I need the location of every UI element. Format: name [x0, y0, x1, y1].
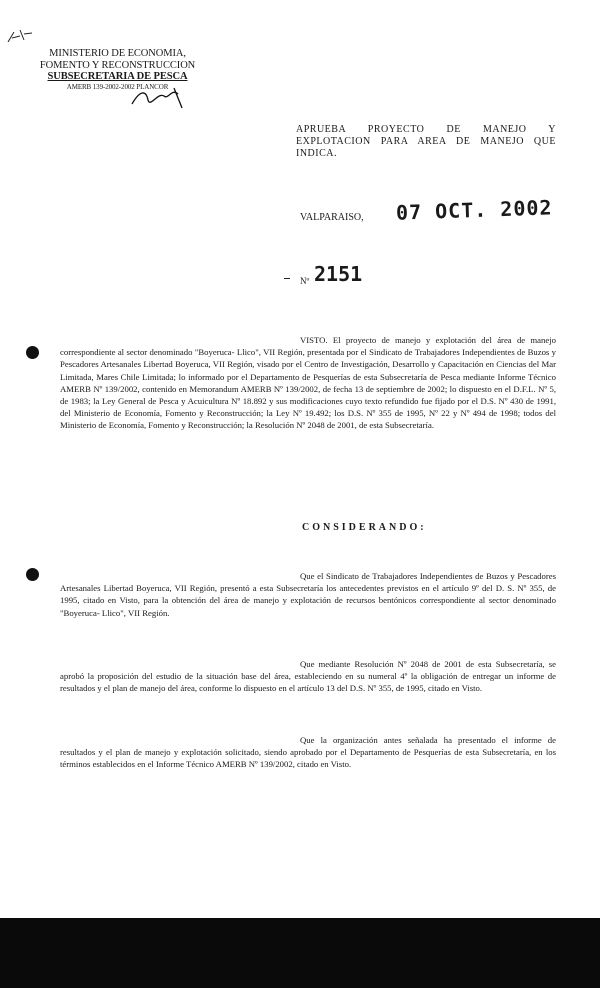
- scan-dark-edge: [0, 918, 600, 988]
- considerando-text-1: Que el Sindicato de Trabajadores Independientes de Buzos y Pescadores Artesanales Libertad Boyeruca, VII Región, presentó a esta Subsecretaría los antecedentes previstos en el artículo 9º del D. S. Nº 355, de 1995, citado en Visto, para la obtención del área de manejo y explotación de recursos bentónicos correspondiente al sector denominado "Boyeruca- Llico", VII Región.: [60, 571, 556, 618]
- header-reference-code: AMERB 139-2002-2002 PLANCOR: [66, 82, 169, 91]
- punch-hole: [26, 346, 39, 359]
- header-fomento-line: FOMENTO Y RECONSTRUCCION: [39, 59, 196, 71]
- handwritten-scribble-mark: [6, 28, 34, 46]
- resolution-number-label: Nº: [300, 276, 310, 286]
- considerando-text-3: Que la organización antes señalada ha presentado el informe de resultados y el plan de manejo y explotación solicitado, siendo aprobado por el Departamento de Pesquerías de esta Subsecretaría, en los términos establecidos en el Informe Técnico AMERB Nº 139/2002, citado en Visto.: [60, 735, 556, 770]
- header-subsecretaria-line: SUBSECRETARIA DE PESCA: [47, 71, 188, 82]
- handwritten-signature: [130, 86, 190, 112]
- resolution-subject: APRUEBA PROYECTO DE MANEJO Y EXPLOTACION PARA AREA DE MANEJO QUE INDICA.: [296, 124, 556, 159]
- considerando-paragraph-1: [60, 570, 556, 619]
- resolution-number-stamp: 2151: [314, 262, 363, 286]
- punch-hole: [26, 568, 39, 581]
- date-stamp: 07 OCT. 2002: [395, 195, 553, 225]
- visto-text: VISTO. El proyecto de manejo y explotación del área de manejo correspondiente al sector denominado "Boyeruca- Llico", VII Región, presentada por el Sindicato de Trabajadores Independientes de Buzos y Pescadores Artesanales Libertad Boyeruca, VII Región, visado por el Centro de Investigación, Desarrollo y Capacitación en Ciencias del Mar Limitada, Mares Chile Limitada; lo informado por el Departamento de Pesquerías de esta Subsecretaría de Pesca mediante Informe Técnico AMERB Nº 139/2002, contenido en Memorandum AMERB Nº 139/2002, de fecha 13 de septiembre de 2002; lo dispuesto en el D.F.L. Nº 5, de 1983; la Ley General de Pesca y Acuicultura Nº 18.892 y sus modificaciones cuyo texto refundido fue fijado por el D.S. Nº 430 de 1991, del Ministerio de Economía, Fomento y Reconstrucción; la Ley Nº 19.492; los D.S. Nº 355 de 1995, Nº 22 y Nº 494 de 1998; todos del Ministerio de Economía, Fomento y Reconstrucción; la Resolución Nº 2048 de 2001, de esta Subsecretaría.: [60, 335, 556, 431]
- place-label: VALPARAISO,: [300, 212, 364, 223]
- considerando-heading: CONSIDERANDO:: [302, 522, 427, 533]
- number-dash: [284, 278, 290, 279]
- considerando-text-2: Que mediante Resolución Nº 2048 de 2001 de esta Subsecretaría, se aprobó la proposición del estudio de la situación base del área, estableciendo en su numeral 4º la obligación de entregar un informe de resultados y el plan de manejo del área, conforme lo dispuesto en el artículo 13 del D.S. Nº 355, de 1995, citado en Visto.: [60, 659, 556, 694]
- considerando-paragraph-3: [60, 734, 556, 771]
- ministry-header: [30, 48, 205, 92]
- considerando-paragraph-2: [60, 658, 556, 695]
- visto-paragraph: [60, 334, 556, 432]
- header-ministry-line: MINISTERIO DE ECONOMIA,: [49, 48, 186, 59]
